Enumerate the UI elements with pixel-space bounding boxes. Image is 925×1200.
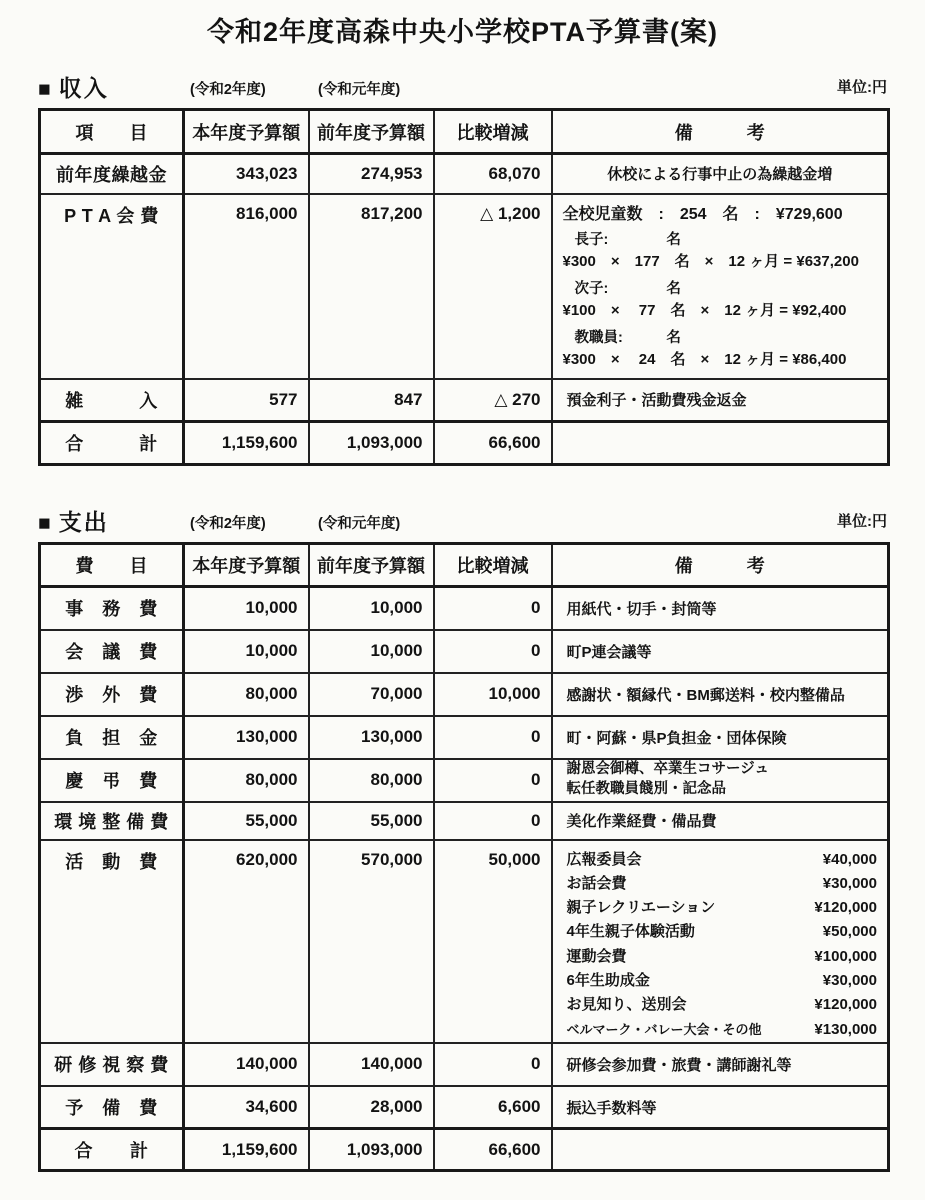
amount-previous-cell: 10,000 xyxy=(309,587,434,630)
item-cell: P T A 会 費 xyxy=(40,194,184,379)
amount-previous-cell: 80,000 xyxy=(309,759,434,802)
activity-detail-label: ベルマーク・バレー大会・その他 xyxy=(566,1021,762,1037)
amount-current-cell: 620,000 xyxy=(184,840,309,1043)
activity-detail-line xyxy=(567,969,878,993)
diff-cell: 0 xyxy=(434,630,552,673)
diff-cell: 0 xyxy=(434,802,552,840)
income-row-pta-fee xyxy=(40,194,889,379)
page-title: 令和2年度高森中央小学校PTA予算書(案) xyxy=(207,17,718,47)
expense-row-dues xyxy=(40,716,889,759)
amount-previous-cell: 55,000 xyxy=(309,802,434,840)
remark-line-1: 謝恩会御樽、卒業生コサージュ xyxy=(566,761,769,778)
income-table xyxy=(38,108,890,466)
remark-cell xyxy=(552,759,889,802)
diff-cell: 10,000 xyxy=(434,673,552,716)
income-row-total xyxy=(40,422,889,465)
activity-detail-amount: ¥40,000 xyxy=(822,850,877,868)
amount-current-cell: 10,000 xyxy=(184,630,309,673)
amount-current-cell: 80,000 xyxy=(184,673,309,716)
diff-cell: 66,600 xyxy=(434,1129,552,1171)
diff-cell: 50,000 xyxy=(434,840,552,1043)
activity-detail-label: 6年生助成金 xyxy=(566,971,650,989)
activity-detail-label: 4年生親子体験活動 xyxy=(566,923,695,941)
column-header-diff: 比較増減 xyxy=(434,544,552,587)
column-header-previous: 前年度予算額 xyxy=(309,544,434,587)
remark-cell: 用紙代・切手・封筒等 xyxy=(552,587,889,630)
expense-section-title: 支出 xyxy=(58,509,109,535)
pta-group-formula: ¥300 × 177 名 × 12 ヶ月 = ¥637,200 xyxy=(562,252,859,270)
amount-current-cell: 1,159,600 xyxy=(184,422,309,465)
amount-current-cell: 80,000 xyxy=(184,759,309,802)
expense-row-training xyxy=(40,1043,889,1086)
amount-current-cell: 816,000 xyxy=(184,194,309,379)
remark-cell: 研修会参加費・旅費・講師謝礼等 xyxy=(552,1043,889,1086)
year-current-label: (令和2年度) xyxy=(190,82,266,98)
amount-current-cell: 577 xyxy=(184,379,309,422)
item-cell: 負 担 金 xyxy=(40,716,184,759)
activity-detail-line xyxy=(567,945,878,969)
year-previous-label: (令和元年度) xyxy=(318,82,401,98)
section-bullet-icon: ■ xyxy=(38,512,53,535)
remark-cell: 町P連会議等 xyxy=(552,630,889,673)
pta-detail-summary: 全校児童数 : 254 名 : ¥729,600 xyxy=(562,205,843,223)
activity-detail-line xyxy=(567,848,878,872)
unit-label: 単位:円 xyxy=(837,79,887,96)
amount-current-cell: 55,000 xyxy=(184,802,309,840)
item-cell: 会 議 費 xyxy=(40,630,184,673)
amount-previous-cell: 1,093,000 xyxy=(309,1129,434,1171)
income-section-head xyxy=(38,70,887,102)
remark-cell: 休校による行事中止の為繰越金増 xyxy=(552,154,889,194)
income-section-title: 収入 xyxy=(58,75,109,101)
diff-cell: 0 xyxy=(434,759,552,802)
amount-previous-cell: 817,200 xyxy=(309,194,434,379)
diff-cell: 6,600 xyxy=(434,1086,552,1129)
column-header-remark: 備 考 xyxy=(552,544,889,587)
remark-cell: 町・阿蘇・県P負担金・団体保険 xyxy=(552,716,889,759)
item-cell: 前年度繰越金 xyxy=(40,154,184,194)
column-header-current: 本年度予算額 xyxy=(184,110,309,154)
column-header-current: 本年度予算額 xyxy=(184,544,309,587)
activity-detail-label: 広報委員会 xyxy=(566,850,642,868)
expense-row-total xyxy=(40,1129,889,1171)
diff-cell: 66,600 xyxy=(434,422,552,465)
activity-detail-amount: ¥130,000 xyxy=(814,1020,877,1038)
column-header-item: 項 目 xyxy=(40,110,184,154)
item-cell: 渉 外 費 xyxy=(40,673,184,716)
activity-detail-label: お話会費 xyxy=(566,874,627,892)
year-previous-label: (令和元年度) xyxy=(318,516,401,532)
expense-row-environment xyxy=(40,802,889,840)
activity-detail-line xyxy=(567,872,878,896)
diff-cell: 68,070 xyxy=(434,154,552,194)
amount-previous-cell: 130,000 xyxy=(309,716,434,759)
activity-detail-amount: ¥30,000 xyxy=(822,971,877,989)
remark-cell xyxy=(552,422,889,465)
amount-current-cell: 140,000 xyxy=(184,1043,309,1086)
pta-group-formula: ¥100 × 77 名 × 12 ヶ月 = ¥92,400 xyxy=(562,302,847,320)
item-cell: 環 境 整 備 費 xyxy=(40,802,184,840)
pta-fee-detail-cell xyxy=(552,194,889,379)
pta-detail-group-eldest xyxy=(561,229,880,273)
expense-section-head xyxy=(38,504,887,536)
activity-detail-label: お見知り、送別会 xyxy=(566,996,687,1014)
remark-cell: 感謝状・額縁代・BM郵送料・校内整備品 xyxy=(552,673,889,716)
diff-cell: △ 1,200 xyxy=(434,194,552,379)
pta-group-formula: ¥300 × 24 名 × 12 ヶ月 = ¥86,400 xyxy=(562,351,847,369)
expense-row-office xyxy=(40,587,889,630)
amount-previous-cell: 274,953 xyxy=(309,154,434,194)
expense-table xyxy=(38,542,890,1172)
amount-current-cell: 130,000 xyxy=(184,716,309,759)
activity-detail-line xyxy=(567,1018,878,1042)
expense-header-row xyxy=(40,544,889,587)
activity-detail-amount: ¥120,000 xyxy=(814,996,877,1014)
section-bullet-icon: ■ xyxy=(38,78,53,101)
diff-cell: 0 xyxy=(434,1043,552,1086)
income-row-misc xyxy=(40,379,889,422)
column-header-remark: 備 考 xyxy=(552,110,889,154)
activity-detail-amount: ¥50,000 xyxy=(822,923,877,941)
income-header-row xyxy=(40,110,889,154)
activity-detail-line xyxy=(567,993,878,1017)
item-cell: 活 動 費 xyxy=(40,840,184,1043)
expense-row-meeting xyxy=(40,630,889,673)
amount-previous-cell: 847 xyxy=(309,379,434,422)
amount-previous-cell: 140,000 xyxy=(309,1043,434,1086)
income-row-carryover xyxy=(40,154,889,194)
remark-cell: 美化作業経費・備品費 xyxy=(552,802,889,840)
expense-row-liaison xyxy=(40,673,889,716)
item-cell: 予 備 費 xyxy=(40,1086,184,1129)
activity-detail-cell xyxy=(552,840,889,1043)
item-cell: 合 計 xyxy=(40,1129,184,1171)
activity-detail-amount: ¥30,000 xyxy=(822,874,877,892)
activity-detail-line xyxy=(567,920,878,944)
expense-section-label xyxy=(38,504,109,537)
amount-previous-cell: 1,093,000 xyxy=(309,422,434,465)
item-cell: 合 計 xyxy=(40,422,184,465)
amount-previous-cell: 10,000 xyxy=(309,630,434,673)
column-header-item: 費 目 xyxy=(40,544,184,587)
pta-detail-group-staff xyxy=(561,327,880,371)
remark-cell: 預金利子・活動費残金返金 xyxy=(552,379,889,422)
remark-cell: 振込手数料等 xyxy=(552,1086,889,1129)
diff-cell: 0 xyxy=(434,587,552,630)
item-cell: 慶 弔 費 xyxy=(40,759,184,802)
expense-row-reserve xyxy=(40,1086,889,1129)
diff-cell: 0 xyxy=(434,716,552,759)
activity-detail-label: 運動会費 xyxy=(566,947,627,965)
remark-line-2: 転任教職員餞別・記念品 xyxy=(566,781,726,797)
amount-previous-cell: 570,000 xyxy=(309,840,434,1043)
activity-detail-amount: ¥120,000 xyxy=(814,899,877,917)
diff-cell: △ 270 xyxy=(434,379,552,422)
amount-current-cell: 34,600 xyxy=(184,1086,309,1129)
remark-cell xyxy=(552,1129,889,1171)
unit-label: 単位:円 xyxy=(837,513,887,530)
item-cell: 研 修 視 察 費 xyxy=(40,1043,184,1086)
item-cell: 事 務 費 xyxy=(40,587,184,630)
pta-group-head: 次子: 名 xyxy=(574,280,681,297)
amount-previous-cell: 28,000 xyxy=(309,1086,434,1129)
expense-row-ceremonial xyxy=(40,759,889,802)
pta-group-head: 教職員: 名 xyxy=(574,329,681,346)
expense-row-activity xyxy=(40,840,889,1043)
column-header-diff: 比較増減 xyxy=(434,110,552,154)
amount-previous-cell: 70,000 xyxy=(309,673,434,716)
item-cell: 雑 入 xyxy=(40,379,184,422)
amount-current-cell: 1,159,600 xyxy=(184,1129,309,1171)
year-current-label: (令和2年度) xyxy=(190,516,266,532)
pta-detail-group-second xyxy=(561,278,880,322)
column-header-previous: 前年度予算額 xyxy=(309,110,434,154)
amount-current-cell: 343,023 xyxy=(184,154,309,194)
activity-detail-line xyxy=(567,896,878,920)
income-section-label xyxy=(38,70,109,103)
amount-current-cell: 10,000 xyxy=(184,587,309,630)
activity-detail-amount: ¥100,000 xyxy=(814,947,877,965)
activity-detail-label: 親子レクリエーション xyxy=(566,899,716,917)
pta-group-head: 長子: 名 xyxy=(574,231,681,248)
